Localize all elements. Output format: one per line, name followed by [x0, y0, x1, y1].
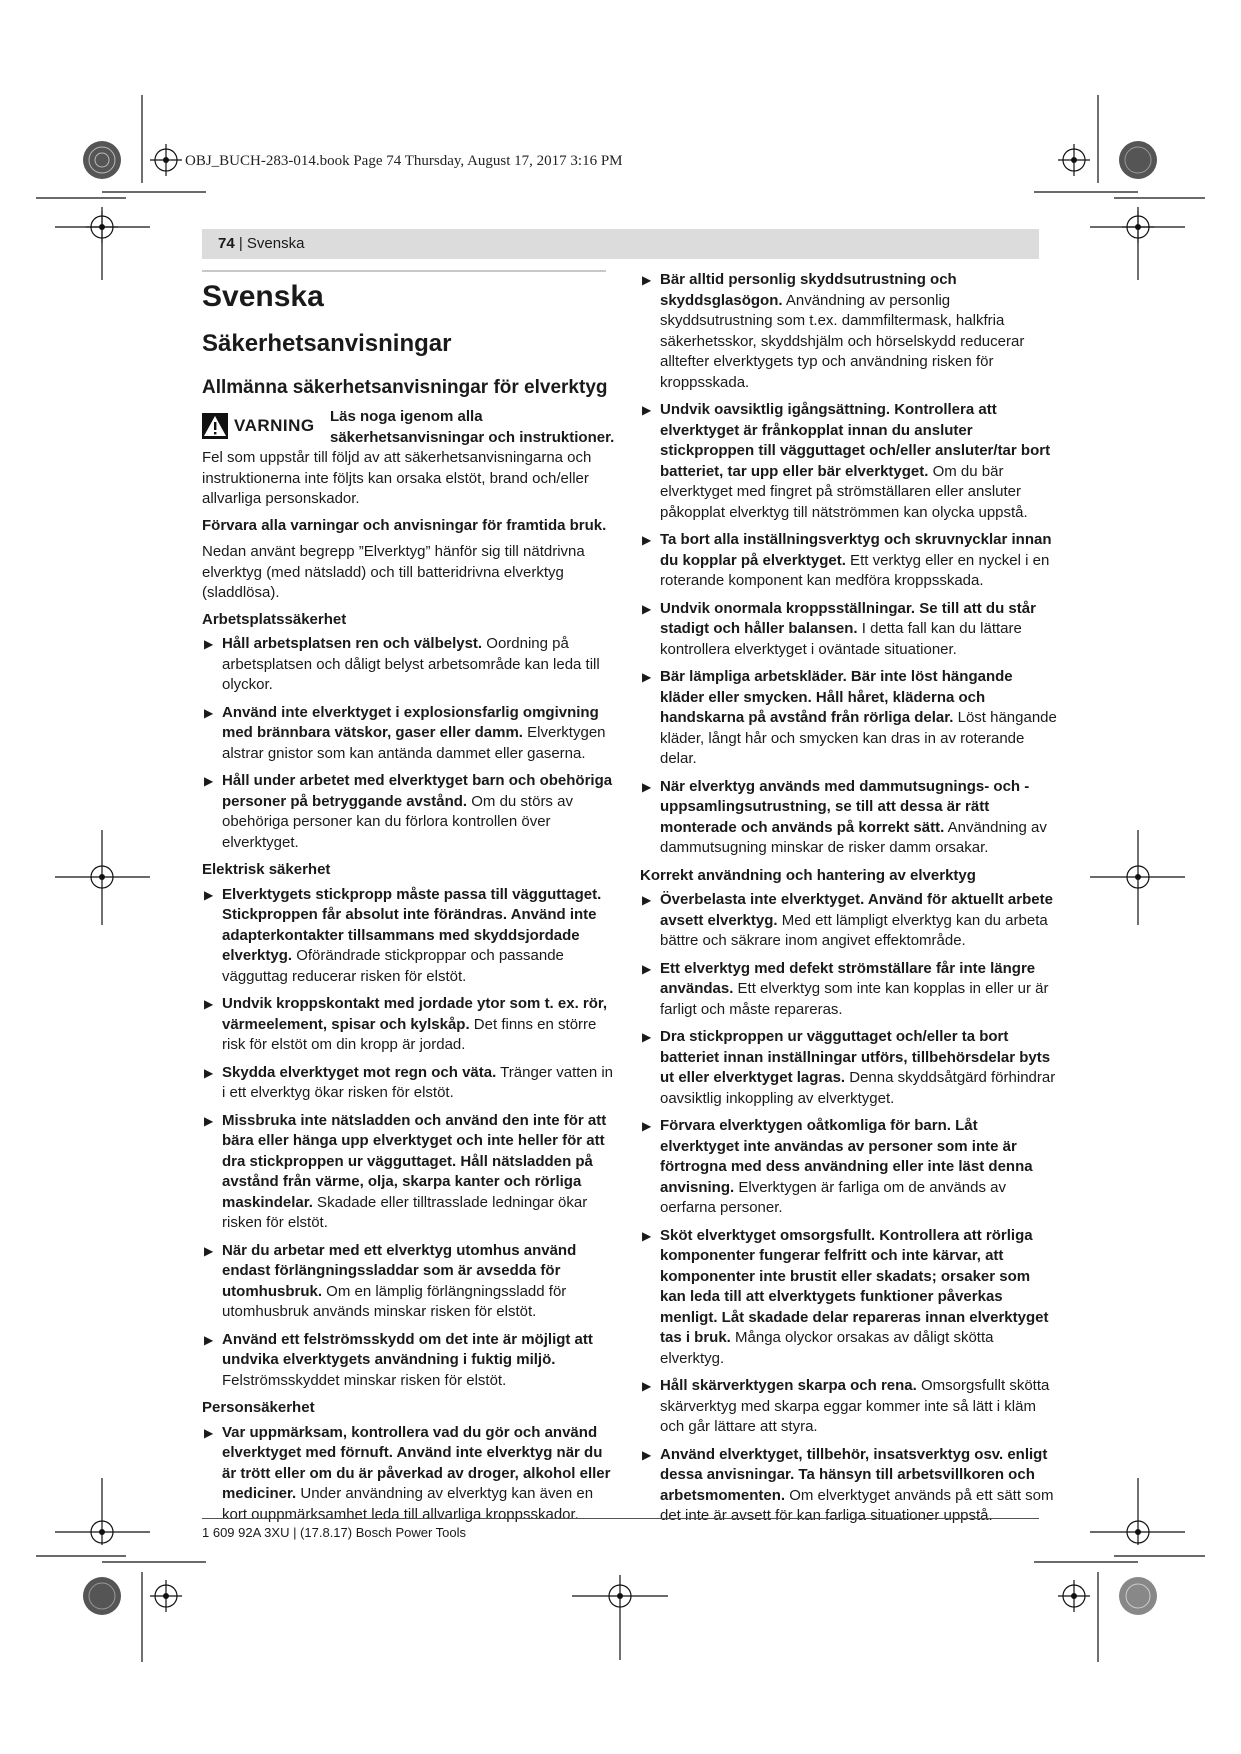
item-bold: Ta bort alla inställningsverktyg och skruvnycklar innan du kopplar på elverktyget. [660, 531, 1052, 569]
item-text: Löst hängande kläder, långt hår och smycken kan dras in av roterande delar. [660, 709, 1057, 767]
warning-triangle-icon [202, 413, 228, 439]
triangle-bullet-icon: ▶ [642, 779, 652, 794]
list-item [202, 703, 619, 765]
list-item [202, 771, 619, 853]
item-bold: Undvik onormala kroppsställningar. Se till att du står stadigt och håller balansen. [660, 599, 1036, 637]
item-bold: Missbruka inte nätsladden och använd den inte för att bära eller hänga upp elverktyget och inte heller för att dra stickproppen ur vägguttaget. Håll nätsladden på avstånd från värme, olja, skarpa kanter och rörliga maskindelar. [222, 1111, 607, 1211]
header-section: | Svenska [234, 235, 305, 252]
left-column [202, 270, 619, 1532]
item-text: Användning av personlig skyddsutrustning som t.ex. dammfiltermask, halkfria säkerhetsskor, skyddshjälm och hörselskydd reducerar alltefter elverktygets typ och användning risken för kroppsskada. [660, 291, 1025, 391]
item-bold: Undvik oavsiktlig igångsättning. Kontrollera att elverktyget är frånkopplat innan du ansluter stickproppen till vägguttaget och/eller ansluter/tar bort batteriet, tar upp eller bär elverktyget. [660, 401, 1051, 480]
list-item [640, 777, 1059, 859]
item-text: Skadade eller tilltrasslade ledningar ökar risken för elstöt. [222, 1193, 588, 1231]
header-band [202, 229, 1039, 259]
item-text: Om en lämplig förlängningssladd för utomhusbruk används minskar risken för elstöt. [222, 1282, 567, 1320]
item-text: Elverktygen alstrar gnistor som kan antända dammet eller gaserna. [222, 724, 606, 762]
list-item [202, 634, 619, 696]
triangle-bullet-icon: ▶ [204, 705, 214, 720]
item-text: Om du störs av obehöriga personer kan du förlora kontrollen över elverktyget. [222, 792, 573, 851]
list-item [640, 890, 1059, 952]
list-item [640, 1027, 1059, 1109]
list-item [640, 270, 1059, 393]
item-bold: När elverktyg används med dammutsugnings- och -uppsamlingsutrustning, se till att dessa är rätt monterade och används på korrekt sätt. [660, 777, 1030, 836]
list-item [202, 885, 619, 988]
warning-label: VARNING [234, 415, 315, 435]
item-text: Under användning av elverktyg kan även en kort ouppmärksamhet leda till allvarliga kroppsskador. [222, 1485, 594, 1523]
list-item [202, 1111, 619, 1234]
triangle-bullet-icon: ▶ [642, 273, 652, 287]
item-text: Oordning på arbetsplatsen och dåligt belyst arbetsområde kan leda till olyckor. [222, 635, 600, 693]
triangle-bullet-icon: ▶ [204, 1243, 214, 1258]
right-column [640, 270, 1059, 1534]
section-list [202, 634, 619, 853]
title-rule [202, 270, 606, 272]
triangle-bullet-icon: ▶ [204, 1425, 214, 1440]
triangle-bullet-icon: ▶ [642, 1228, 652, 1243]
item-text: Användning av dammutsugning minskar de risker damm orsakar. [660, 818, 1047, 856]
triangle-bullet-icon: ▶ [204, 774, 214, 788]
item-bold: Dra stickproppen ur vägguttaget och/eller ta bort batteriet innan inställningar utförs, tillbehörsdelar byts ut eller elverktyget lagras. [660, 1028, 1051, 1086]
item-text: Det finns en större risk för elstöt om din kropp är jordad. [222, 1015, 597, 1053]
left-sections [202, 610, 619, 1526]
item-text: Oförändrade stickproppar och passande vägguttag reducerar risken för elstöt. [222, 947, 564, 985]
item-text: Med ett lämpligt elverktyg kan du arbeta bättre och säkrare inom angivet effektområde. [660, 911, 1048, 949]
item-text: Ett verktyg eller en nyckel i en roterande komponent kan medföra kroppsskada. [660, 551, 1050, 589]
right-list-bottom [640, 890, 1059, 1527]
running-header [218, 235, 304, 252]
triangle-bullet-icon: ▶ [642, 1030, 652, 1044]
item-text: Omsorgsfullt skötta skärverktyg med skarpa eggar kommer inte så lätt i kläm och går lättare att styra. [660, 1377, 1050, 1435]
item-bold: Ett elverktyg med defekt strömställare får inte längre användas. [660, 959, 1036, 997]
page-subtitle: Säkerhetsanvisningar [202, 330, 452, 357]
item-bold: Överbelasta inte elverktyget. Använd för aktuellt arbete avsett elverktyg. [660, 891, 1053, 929]
item-text: Om du bär elverktyget med fingret på strömställaren eller ansluter påkopplat elverktyg till nätströmmen kan olycka uppstå. [660, 462, 1028, 521]
page-title: Svenska [202, 280, 324, 313]
list-item [640, 530, 1059, 592]
item-text: I detta fall kan du lättare kontrollera elverktyget i oväntade situationer. [660, 620, 1022, 658]
list-item [640, 1116, 1059, 1219]
item-text: Ett elverktyg som inte kan kopplas in eller ur är farligt och måste repareras. [660, 980, 1049, 1018]
triangle-bullet-icon: ▶ [204, 997, 214, 1011]
item-bold: Håll arbetsplatsen ren och välbelyst. [222, 635, 483, 652]
list-item [202, 1241, 619, 1323]
right-heading: Korrekt användning och hantering av elverktyg [640, 866, 976, 884]
list-item [202, 1423, 619, 1526]
list-item [202, 994, 619, 1056]
item-text: Elverktygen är farliga om de används av oerfarna personer. [660, 1178, 1006, 1216]
triangle-bullet-icon: ▶ [642, 533, 652, 547]
triangle-bullet-icon: ▶ [642, 670, 652, 684]
item-bold: Undvik kroppskontakt med jordade ytor som t. ex. rör, värmeelement, spisar och kylskåp. [222, 995, 608, 1033]
warning-bold: Läs noga igenom alla säkerhetsanvisningar och instruktioner. [330, 408, 615, 446]
keep-instructions: Förvara alla varningar och anvisningar för framtida bruk. [202, 516, 607, 534]
triangle-bullet-icon: ▶ [204, 1332, 214, 1347]
warning-body: Fel som uppstår till följd av att säkerhetsanvisningarna och instruktionerna inte följts kan orsaka elstöt, brand och/eller allvarliga personskador. [202, 449, 592, 507]
item-text: Denna skyddsåtgärd förhindrar oavsiktlig inkoppling av elverktyget. [660, 1069, 1056, 1107]
item-bold: Använd ett felströmsskydd om det inte är möjligt att undvika elverktygets användning i fuktig miljö. [222, 1330, 593, 1368]
footer-rule [202, 1518, 1039, 1519]
triangle-bullet-icon: ▶ [204, 887, 214, 902]
item-bold: Bär lämpliga arbetskläder. Bär inte löst hängande kläder eller smycken. Håll håret, kläderna och handskarna på avstånd från rörliga delar. [660, 668, 1013, 726]
section-list [202, 885, 619, 1392]
page-number: 74 [218, 235, 235, 252]
item-bold: Sköt elverktyget omsorgsfullt. Kontrollera att rörliga komponenter fungerar felfritt och inte kärvar, att komponenter inte brustit eller skadats; orsaker som kan leda till att elverktygets funktioner påverkas menligt. Låt skadade delar repareras innan elverktyget tas i bruk. [660, 1226, 1049, 1346]
list-item [640, 1376, 1059, 1438]
triangle-bullet-icon: ▶ [642, 601, 652, 616]
definition-text: Nedan använt begrepp ”Elverktyg” hänför sig till nätdrivna elverktyg (med nätsladd) och till batteridrivna elverktyg (sladdlösa). [202, 543, 585, 601]
warning-block [202, 407, 619, 510]
item-bold: När du arbetar med ett elverktyg utomhus använd endast förlängningssladdar som är avsedda för utomhusbruk. [222, 1241, 577, 1300]
triangle-bullet-icon: ▶ [642, 403, 652, 417]
triangle-bullet-icon: ▶ [642, 1447, 652, 1462]
print-slug: OBJ_BUCH-283-014.book Page 74 Thursday, August 17, 2017 3:16 PM [185, 153, 623, 169]
item-text: Tränger vatten in i ett elverktyg ökar risken för elstöt. [222, 1063, 613, 1101]
item-bold: Håll under arbetet med elverktyget barn och obehöriga personer på betryggande avstånd. [222, 772, 613, 810]
list-item [640, 959, 1059, 1021]
general-heading: Allmänna säkerhetsanvisningar för elverktyg [202, 377, 608, 398]
triangle-bullet-icon: ▶ [642, 961, 652, 976]
item-bold: Förvara elverktygen oåtkomliga för barn. Låt elverktyget inte användas av personer som inte är förtrogna med dess användning eller inte läst denna anvisning. [660, 1117, 1033, 1196]
item-text: Om elverktyget används på ett sätt som det inte är avsett för kan farliga situationer uppstå. [660, 1486, 1054, 1524]
triangle-bullet-icon: ▶ [642, 1119, 652, 1133]
list-item [640, 667, 1059, 770]
triangle-bullet-icon: ▶ [204, 1113, 214, 1128]
item-bold: Elverktygets stickpropp måste passa till vägguttaget. Stickproppen får absolut inte förändras. Använd inte adapterkontakter tillsammans med skyddsjordade elverktyg. [222, 885, 602, 964]
section-heading: Personsäkerhet [202, 1399, 315, 1416]
item-bold: Använd elverktyget, tillbehör, insatsverktyg osv. enligt dessa anvisningar. Ta hänsyn till arbetsvillkoren och arbetsmomenten. [660, 1445, 1048, 1504]
list-item [640, 1445, 1059, 1527]
triangle-bullet-icon: ▶ [642, 893, 652, 907]
list-item [202, 1063, 619, 1104]
footer-text: 1 609 92A 3XU | (17.8.17) Bosch Power Tools [202, 1525, 467, 1540]
list-item [640, 1226, 1059, 1370]
item-bold: Skydda elverktyget mot regn och väta. [222, 1063, 497, 1081]
section-heading: Elektrisk säkerhet [202, 861, 331, 878]
triangle-bullet-icon: ▶ [204, 1065, 214, 1080]
triangle-bullet-icon: ▶ [642, 1379, 652, 1393]
list-item [640, 400, 1059, 523]
section-heading: Arbetsplatssäkerhet [202, 610, 347, 628]
item-bold: Bär alltid personlig skyddsutrustning och skyddsglasögon. [660, 271, 957, 309]
item-text: Felströmsskyddet minskar risken för elstöt. [222, 1371, 507, 1389]
triangle-bullet-icon: ▶ [204, 637, 214, 651]
item-bold: Var uppmärksam, kontrollera vad du gör och använd elverktyget med förnuft. Använd inte elverktyg när du är trött eller om du är påverkad av droger, alkohol eller mediciner. [222, 1423, 611, 1502]
section-list [202, 1423, 619, 1526]
warning-badge [202, 409, 320, 443]
item-text: Många olyckor orsakas av dåligt skötta elverktyg. [660, 1329, 994, 1367]
item-bold: Håll skärverktygen skarpa och rena. [660, 1377, 917, 1394]
right-list-top [640, 270, 1059, 859]
list-item [202, 1330, 619, 1392]
list-item [640, 599, 1059, 661]
item-bold: Använd inte elverktyget i explosionsfarlig omgivning med brännbara vätskor, gaser eller damm. [222, 703, 599, 741]
